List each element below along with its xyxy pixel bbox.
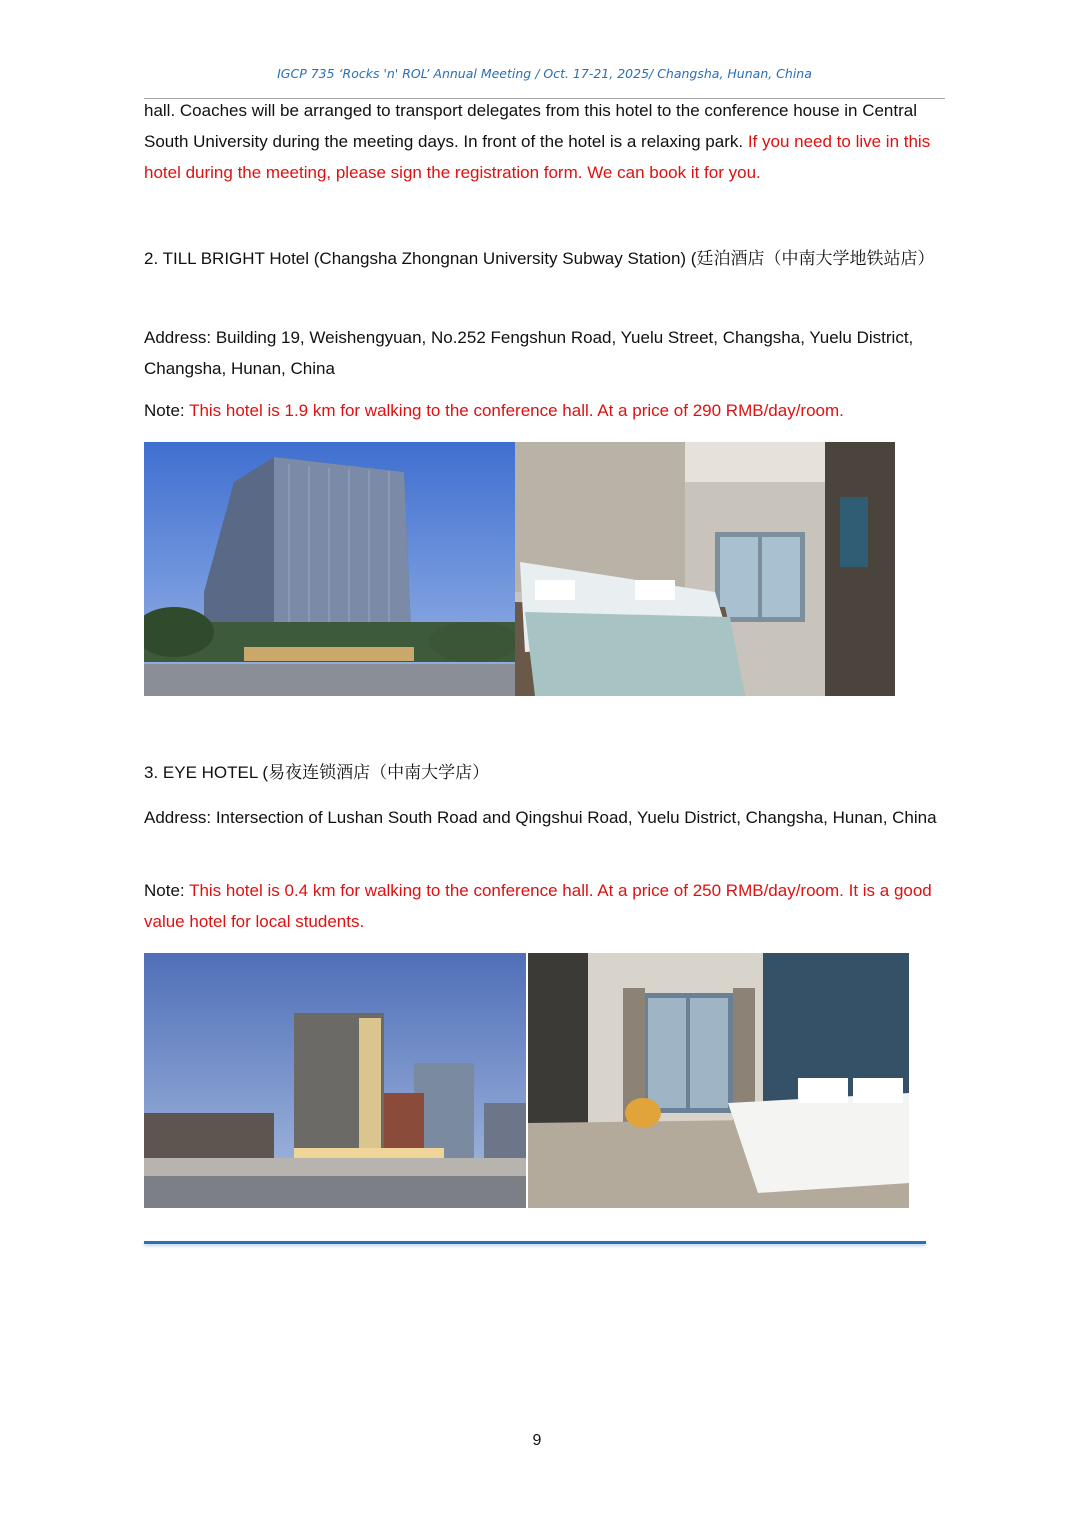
- hotel-3-title: 3. EYE HOTEL (易夜连锁酒店（中南大学店）: [144, 763, 490, 783]
- intro-booking-note: If you need to live in this hotel during the meeting, please sign the registration form. We can book it for you.: [144, 132, 931, 182]
- hotel-3-note: [144, 875, 949, 937]
- page-header: IGCP 735 ‘Rocks 'n' ROL’ Annual Meeting / Oct. 17-21, 2025/ Changsha, Hunan, China: [277, 66, 812, 81]
- hotel-2-address: [144, 322, 949, 384]
- hotel-2-note: [144, 395, 949, 426]
- note-value: This hotel is 1.9 km for walking to the conference hall. At a price of 290 RMB/day/room.: [189, 401, 844, 420]
- note-label: Note:: [144, 401, 190, 420]
- note-label: Note:: [144, 881, 190, 900]
- hotel-2-room-photo: [515, 442, 895, 696]
- hotel-2-title: 2. TILL BRIGHT Hotel (Changsha Zhongnan University Subway Station) (廷泊酒店（中南大学地铁站店）: [144, 249, 935, 269]
- hotel-3-room-photo: [528, 953, 909, 1208]
- address-label: Address:: [144, 808, 216, 827]
- address-label: Address:: [144, 328, 216, 347]
- note-value: This hotel is 0.4 km for walking to the conference hall. At a price of 250 RMB/day/room. It is a good value hotel for local students.: [144, 881, 932, 931]
- address-value: Building 19, Weishengyuan, No.252 Fengshun Road, Yuelu Street, Changsha, Yuelu District, Changsha, Hunan, China: [144, 328, 914, 378]
- intro-text: hall. Coaches will be arranged to transport delegates from this hotel to the conference house in Central South University during the meeting days. In front of the hotel is a relaxing park.: [144, 101, 918, 151]
- page-number: 9: [532, 1432, 542, 1449]
- hotel-3-exterior-photo: [144, 953, 526, 1208]
- hotel-3-address: [144, 802, 949, 833]
- intro-paragraph: [144, 95, 949, 188]
- hotel-2-exterior-photo: [144, 442, 515, 696]
- address-value: Intersection of Lushan South Road and Qingshui Road, Yuelu District, Changsha, Hunan, China: [215, 808, 937, 827]
- section-divider: [144, 1241, 926, 1244]
